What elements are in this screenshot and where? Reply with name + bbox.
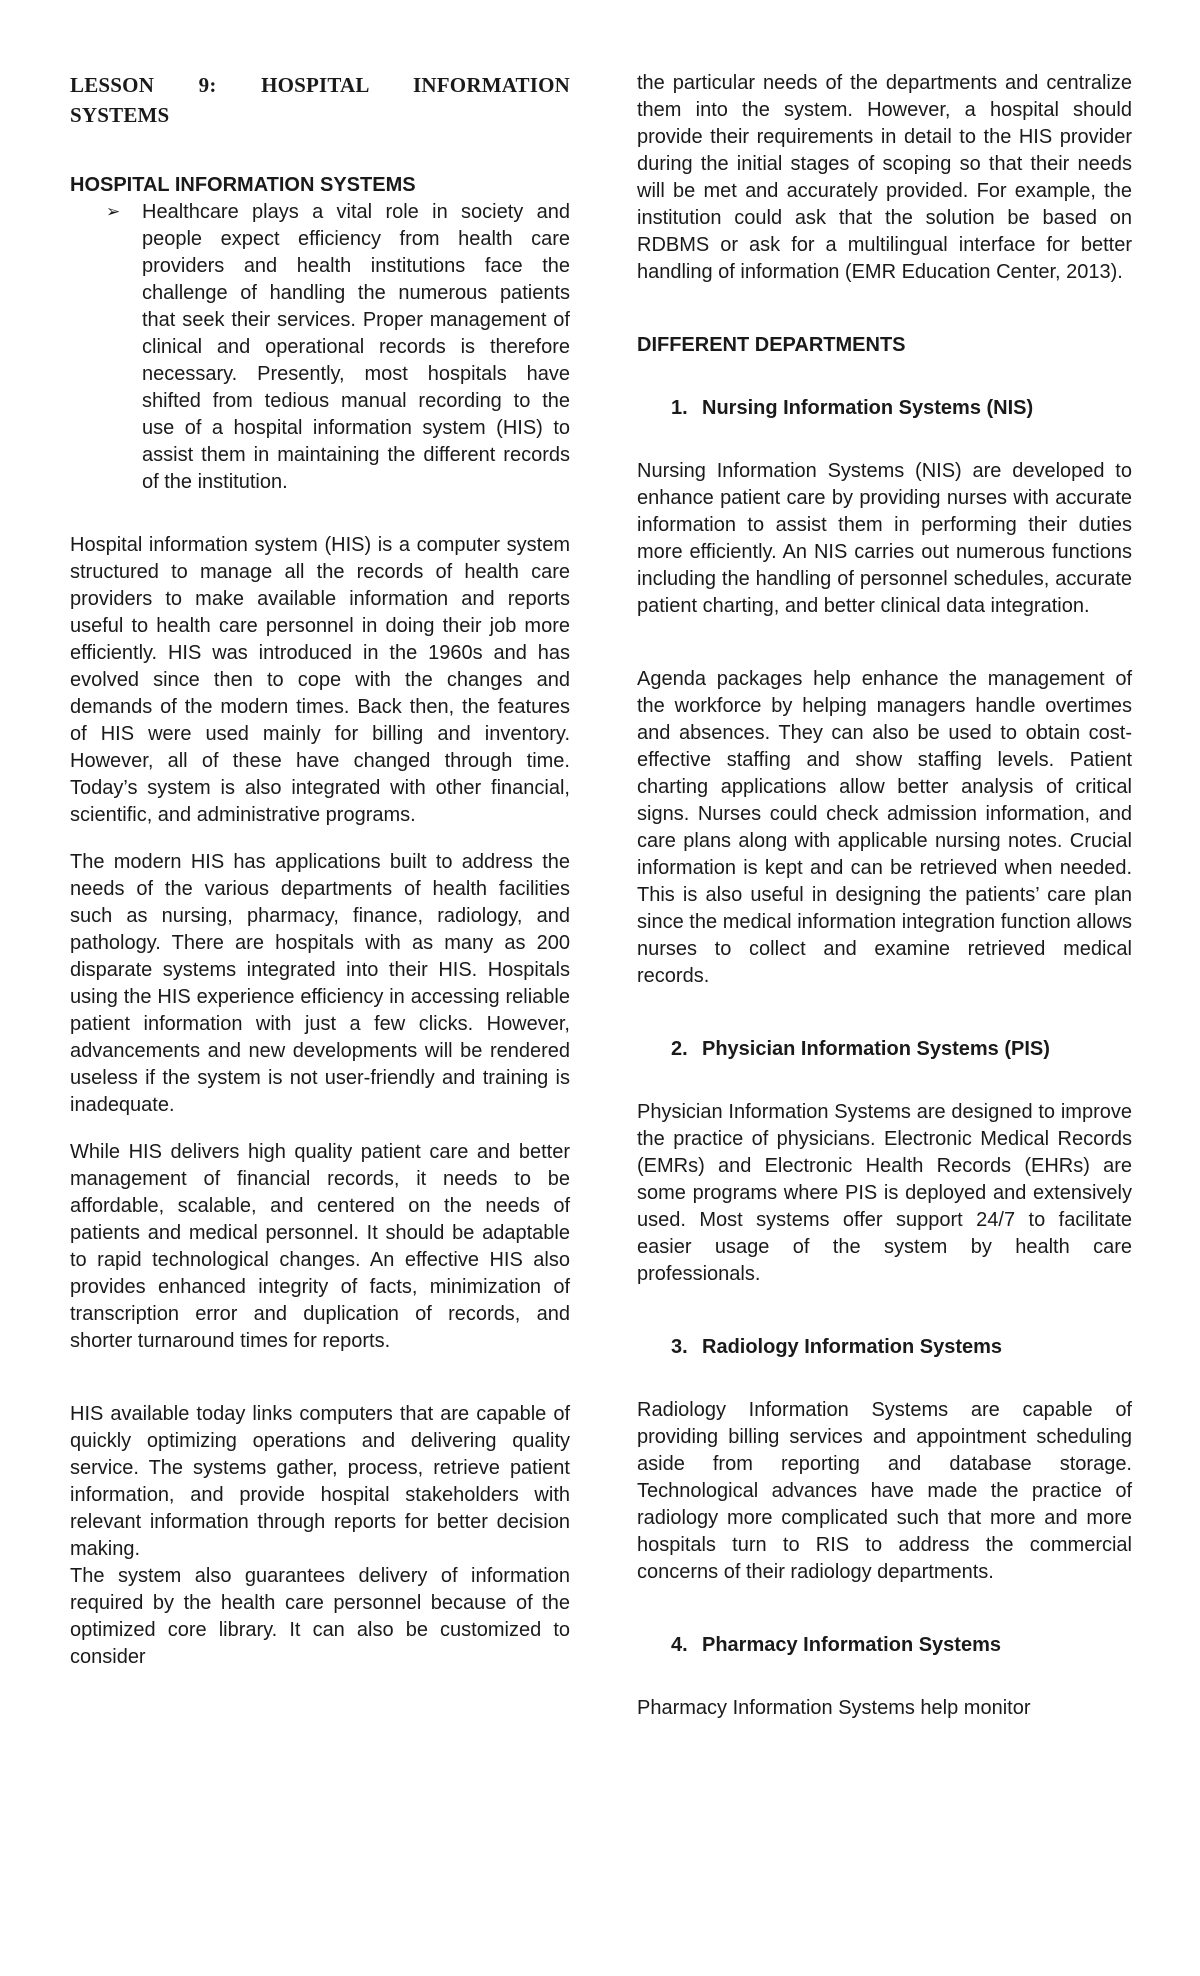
- paragraph-his-quality: While HIS delivers high quality patient care and better management of financial records, it needs to be affordable, scalable, and centered on the needs of patients and medical personnel. It should be adaptable to rapid technological changes. An effective HIS also provides enhanced integrity of facts, minimization of transcription error and duplication of records, and shorter turnaround times for reports.: [70, 1141, 570, 1352]
- arrowhead-bullet-icon: ➢: [106, 202, 121, 222]
- department-number: 4.: [671, 1634, 688, 1656]
- department-heading-ris: [637, 1334, 1132, 1361]
- department-title: Radiology Information Systems: [702, 1336, 1003, 1358]
- lesson-title-line2: SYSTEMS: [70, 103, 170, 127]
- paragraph-pis: Physician Information Systems are designed to improve the practice of physicians. Electronic Medical Records (EMRs) and Electronic Health Records (EHRs) are some programs where PIS is deployed and extensively used. Most systems offer support 24/7 to facilitate easier usage of the system by health care professionals.: [637, 1101, 1132, 1285]
- right-column: [637, 70, 1132, 1722]
- paragraph-system-guarantees: The system also guarantees delivery of information required by the health care personnel because of the optimized core library. It can also be customized to consider: [70, 1565, 570, 1668]
- section-heading: HOSPITAL INFORMATION SYSTEMS: [70, 174, 416, 196]
- department-number: 1.: [671, 397, 688, 419]
- department-title: Physician Information Systems (PIS): [702, 1038, 1050, 1060]
- department-heading-pharmacy: [637, 1632, 1132, 1659]
- departments-heading: DIFFERENT DEPARTMENTS: [637, 334, 906, 356]
- department-title: Nursing Information Systems (NIS): [702, 397, 1034, 419]
- paragraph-continued: the particular needs of the departments and centralize them into the system. However, a hospital should provide their requirements in detail to the HIS provider during the initial stages of scoping so that their needs will be met and accurately provided. For example, the institution could ask that the solution be based on RDBMS or ask for a multilingual interface for better handling of information (EMR Education Center, 2013).: [637, 72, 1132, 283]
- lesson-title-line1: LESSON 9: HOSPITAL INFORMATION: [70, 73, 570, 97]
- department-heading-nis: [637, 395, 1132, 422]
- paragraph-pharmacy: Pharmacy Information Systems help monitor: [637, 1697, 1031, 1719]
- bullet-text: Healthcare plays a vital role in society and people expect efficiency from health care providers and health institutions face the challenge of handling the numerous patients that seek their services. Proper management of clinical and operational records is therefore necessary. Presently, most hospitals have shifted from tedious manual recording to the use of a hospital information system (HIS) to assist them in maintaining the different records of the institution.: [142, 201, 570, 493]
- paragraph-his-today: HIS available today links computers that are capable of quickly optimizing operations and delivering quality service. The systems gather, process, retrieve patient information, and provide hospital stakeholders with relevant information through reports for better decision making.: [70, 1403, 570, 1560]
- lesson-title: [70, 70, 570, 130]
- paragraph-his-definition: Hospital information system (HIS) is a computer system structured to manage all the records of health care providers to make available information and reports useful to health care personnel in doing their job more efficiently. HIS was introduced in the 1960s and has evolved since then to cope with the changes and demands of the modern times. Back then, the features of HIS were used mainly for billing and inventory. However, all of these have changed through time. Today’s system is also integrated with other financial, scientific, and administrative programs.: [70, 534, 570, 826]
- department-number: 2.: [671, 1038, 688, 1060]
- paragraph-modern-his: The modern HIS has applications built to address the needs of the various departments of health facilities such as nursing, pharmacy, finance, radiology, and pathology. There are hospitals with as many as 200 disparate systems integrated into their HIS. Hospitals using the HIS experience efficiency in accessing reliable patient information with just a few clicks. However, advancements and new developments will be rendered useless if the system is not user-friendly and training is inadequate.: [70, 851, 570, 1116]
- left-column: [70, 70, 570, 1671]
- paragraph-nis-1: Nursing Information Systems (NIS) are developed to enhance patient care by providing nurses with accurate information to assist them in performing their duties more efficiently. An NIS carries out numerous functions including the handling of personnel schedules, accurate patient charting, and better clinical data integration.: [637, 460, 1132, 617]
- bullet-item: [70, 199, 570, 496]
- department-heading-pis: [637, 1036, 1132, 1063]
- paragraph-ris: Radiology Information Systems are capable of providing billing services and appointment scheduling aside from reporting and database storage. Technological advances have made the practice of radiology more complicated such that more and more hospitals turn to RIS to address the commercial concerns of their radiology departments.: [637, 1399, 1132, 1583]
- paragraph-nis-2: Agenda packages help enhance the management of the workforce by helping managers handle overtimes and absences. They can also be used to obtain cost-effective staffing and show staffing levels. Patient charting applications allow better analysis of critical signs. Nurses could check admission information, and care plans along with applicable nursing notes. Crucial information is kept and can be retrieved when needed. This is also useful in designing the patients’ care plan since the medical information integration function allows nurses to collect and examine retrieved medical records.: [637, 668, 1132, 987]
- department-number: 3.: [671, 1336, 688, 1358]
- department-title: Pharmacy Information Systems: [702, 1634, 1001, 1656]
